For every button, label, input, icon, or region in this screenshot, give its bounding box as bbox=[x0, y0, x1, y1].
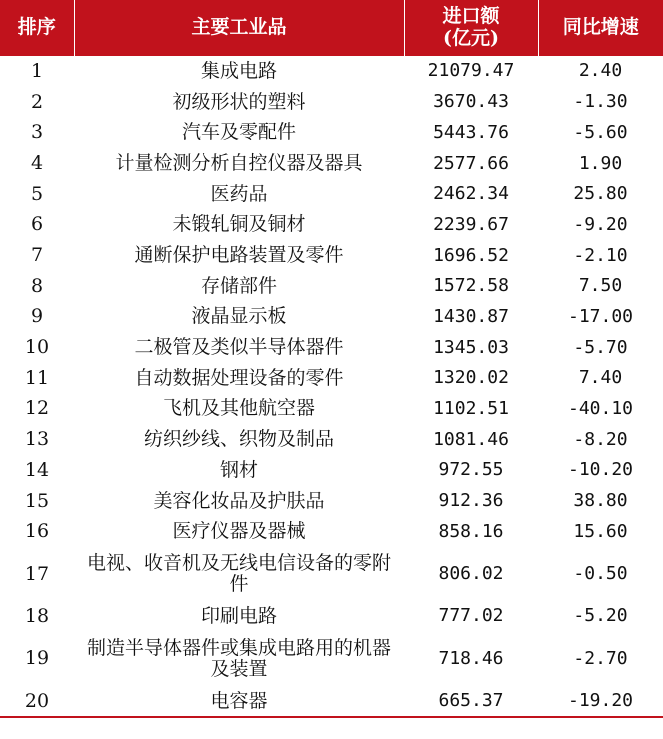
cell-value: 912.36 bbox=[438, 490, 504, 512]
cell-growth: -17.00 bbox=[567, 305, 634, 327]
cell-growth: -5.70 bbox=[573, 336, 628, 358]
cell-rank: 20 bbox=[0, 686, 74, 718]
cell-item: 制造半导体器件或集成电路用的机器及装置 bbox=[86, 636, 391, 680]
cell-value: 1696.52 bbox=[433, 244, 509, 266]
table-row bbox=[0, 424, 663, 455]
table-row bbox=[0, 117, 663, 148]
table-row bbox=[0, 363, 663, 394]
cell-growth: -19.20 bbox=[538, 686, 663, 718]
cell-value: 665.37 bbox=[404, 686, 538, 718]
table-row bbox=[0, 87, 663, 118]
cell-rank: 5 bbox=[30, 182, 44, 205]
cell-rank: 2 bbox=[30, 90, 44, 113]
table-header bbox=[0, 0, 663, 56]
cell-item: 集成电路 bbox=[200, 59, 277, 82]
cell-item: 二极管及类似半导体器件 bbox=[134, 336, 344, 359]
cell-item: 医药品 bbox=[210, 182, 268, 205]
table-row bbox=[0, 271, 663, 302]
cell-value: 777.02 bbox=[438, 605, 504, 627]
table-row bbox=[0, 148, 663, 179]
header-row bbox=[0, 0, 663, 56]
cell-rank: 1 bbox=[30, 59, 44, 82]
cell-value: 3670.43 bbox=[433, 91, 509, 113]
table-row bbox=[0, 632, 663, 686]
header-item: 主要工业品 bbox=[74, 0, 404, 56]
table-row bbox=[0, 209, 663, 240]
table-row bbox=[0, 516, 663, 547]
cell-growth: -1.30 bbox=[573, 91, 628, 113]
cell-rank: 11 bbox=[24, 366, 50, 389]
table-row bbox=[0, 240, 663, 271]
cell-rank: 17 bbox=[24, 562, 50, 585]
cell-rank: 18 bbox=[24, 604, 50, 627]
cell-growth: -2.10 bbox=[573, 244, 628, 266]
table-body bbox=[0, 56, 663, 717]
cell-rank: 15 bbox=[24, 489, 50, 512]
table-row bbox=[0, 547, 663, 601]
cell-growth: 7.50 bbox=[578, 275, 623, 297]
header-value bbox=[404, 0, 538, 56]
table-row bbox=[0, 486, 663, 517]
cell-value: 5443.76 bbox=[433, 121, 509, 143]
cell-rank: 14 bbox=[24, 458, 50, 481]
cell-item: 液晶显示板 bbox=[191, 305, 287, 328]
cell-growth: -10.20 bbox=[567, 459, 634, 481]
cell-rank: 7 bbox=[30, 244, 44, 267]
cell-growth: 15.60 bbox=[573, 520, 628, 542]
table-row bbox=[0, 686, 663, 718]
cell-value: 1320.02 bbox=[433, 367, 509, 389]
table-row bbox=[0, 394, 663, 425]
cell-growth: 1.90 bbox=[578, 152, 623, 174]
cell-growth: 38.80 bbox=[573, 490, 628, 512]
cell-rank: 19 bbox=[24, 647, 50, 670]
cell-value: 972.55 bbox=[438, 459, 504, 481]
table-row bbox=[0, 455, 663, 486]
table-row bbox=[0, 179, 663, 210]
table-row bbox=[0, 601, 663, 632]
cell-growth: -2.70 bbox=[573, 647, 628, 669]
cell-value: 2239.67 bbox=[433, 213, 509, 235]
cell-value: 2577.66 bbox=[433, 152, 509, 174]
cell-item: 通断保护电路装置及零件 bbox=[134, 244, 344, 267]
cell-item: 电视、收音机及无线电信设备的零附件 bbox=[86, 552, 391, 595]
header-value-line1: 进口额 bbox=[442, 5, 500, 28]
cell-growth: -8.20 bbox=[573, 428, 628, 450]
cell-item: 飞机及其他航空器 bbox=[162, 397, 315, 420]
cell-value: 718.46 bbox=[438, 647, 504, 669]
cell-rank: 13 bbox=[24, 428, 50, 451]
cell-value: 806.02 bbox=[438, 563, 504, 585]
cell-rank: 10 bbox=[24, 336, 50, 359]
cell-growth: -9.20 bbox=[573, 213, 628, 235]
cell-growth: 2.40 bbox=[578, 60, 623, 82]
cell-item: 钢材 bbox=[219, 458, 258, 481]
cell-item: 初级形状的塑料 bbox=[172, 90, 306, 113]
cell-item: 医疗仪器及器械 bbox=[172, 520, 306, 543]
cell-item: 汽车及零配件 bbox=[181, 121, 296, 144]
cell-value: 1430.87 bbox=[433, 305, 509, 327]
table-row bbox=[0, 302, 663, 333]
cell-growth: -40.10 bbox=[567, 398, 634, 419]
cell-rank: 8 bbox=[30, 274, 44, 297]
cell-value: 858.16 bbox=[438, 520, 504, 542]
cell-item: 纺织纱线、织物及制品 bbox=[143, 428, 334, 451]
cell-value: 2462.34 bbox=[433, 183, 509, 205]
cell-item: 美容化妆品及护肤品 bbox=[153, 489, 325, 512]
cell-value: 21079.47 bbox=[427, 60, 515, 82]
table-row bbox=[0, 332, 663, 363]
cell-growth: 7.40 bbox=[578, 367, 623, 389]
table-row bbox=[0, 56, 663, 87]
cell-rank: 6 bbox=[30, 213, 44, 236]
cell-value: 1345.03 bbox=[433, 336, 509, 358]
header-growth: 同比增速 bbox=[538, 0, 663, 56]
cell-growth: -5.60 bbox=[573, 121, 628, 143]
cell-rank: 4 bbox=[30, 151, 44, 174]
cell-item: 存储部件 bbox=[200, 274, 277, 297]
header-value-line2: (亿元) bbox=[443, 27, 499, 49]
cell-rank: 3 bbox=[30, 121, 44, 144]
cell-growth: 25.80 bbox=[573, 183, 628, 205]
cell-item: 未锻轧铜及铜材 bbox=[172, 213, 306, 236]
cell-rank: 12 bbox=[24, 397, 50, 420]
cell-growth: -5.20 bbox=[573, 605, 628, 627]
cell-rank: 9 bbox=[30, 305, 44, 328]
cell-rank: 16 bbox=[24, 520, 50, 543]
cell-value: 1081.46 bbox=[433, 428, 509, 450]
cell-value: 1102.51 bbox=[433, 398, 509, 419]
cell-item: 电容器 bbox=[74, 686, 404, 718]
header-rank: 排序 bbox=[0, 0, 74, 56]
cell-item: 计量检测分析自控仪器及器具 bbox=[115, 151, 363, 174]
cell-growth: -0.50 bbox=[573, 563, 628, 585]
cell-item: 自动数据处理设备的零件 bbox=[134, 366, 344, 389]
cell-item: 印刷电路 bbox=[200, 604, 277, 627]
cell-value: 1572.58 bbox=[433, 275, 509, 297]
